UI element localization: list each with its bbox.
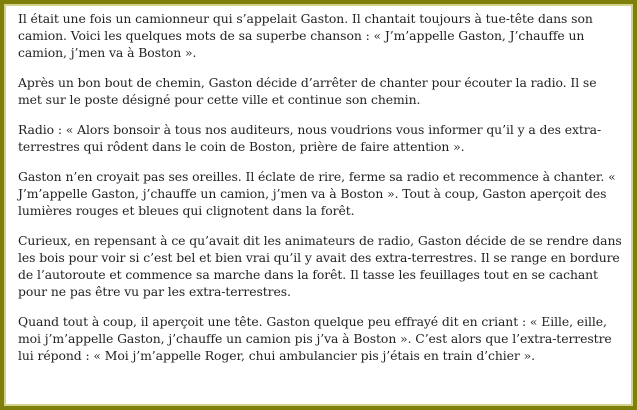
text-panel bbox=[4, 4, 633, 406]
story-text bbox=[18, 10, 623, 364]
paragraph-6: Quand tout à coup, il aperçoit une tête. Gaston quelque peu effrayé dit en criant : « Eille, eille, moi j’m’appelle Gaston, j’chauffe un camion pis j’va à Boston ». C’est alors que l’extra-terrestre lui répond : « Moi j’m’appelle Roger, chui ambulancier pis j’étais en train d’chier ». bbox=[18, 314, 612, 363]
paragraph-4: Gaston n’en croyait pas ses oreilles. Il éclate de rire, ferme sa radio et recommence à chanter. « J’m’appelle Gaston, j’chauffe un camion, j’men va à Boston ». Tout à coup, Gaston aperçoit des lumières rouges et bleues qui clignotent dans la forêt. bbox=[18, 169, 616, 218]
paragraph-1: Il était une fois un camionneur qui s’appelait Gaston. Il chantait toujours à tue-tête dans son camion. Voici les quelques mots de sa superbe chanson : « J’m’appelle Gaston, J’chauffe un camion, j’men va à Boston ». bbox=[18, 11, 593, 60]
paragraph-5: Curieux, en repensant à ce qu’avait dit les animateurs de radio, Gaston décide de se rendre dans les bois pour voir si c’est bel et bien vrai qu’il y avait des extra-terrestres. Il se range en bordure de l’autoroute et commence sa marche dans la forêt. Il tasse les feuillages tout en se cachant pour ne pas être vu par les extra-terrestres. bbox=[18, 233, 622, 299]
paragraph-2: Après un bon bout de chemin, Gaston décide d’arrêter de chanter pour écouter la radio. Il se met sur le poste désigné pour cette ville et continue son chemin. bbox=[18, 75, 597, 107]
paragraph-3: Radio : « Alors bonsoir à tous nos auditeurs, nous voudrions vous informer qu’il y a des extra-terrestres qui rôdent dans le coin de Boston, prière de faire attention ». bbox=[18, 122, 602, 154]
